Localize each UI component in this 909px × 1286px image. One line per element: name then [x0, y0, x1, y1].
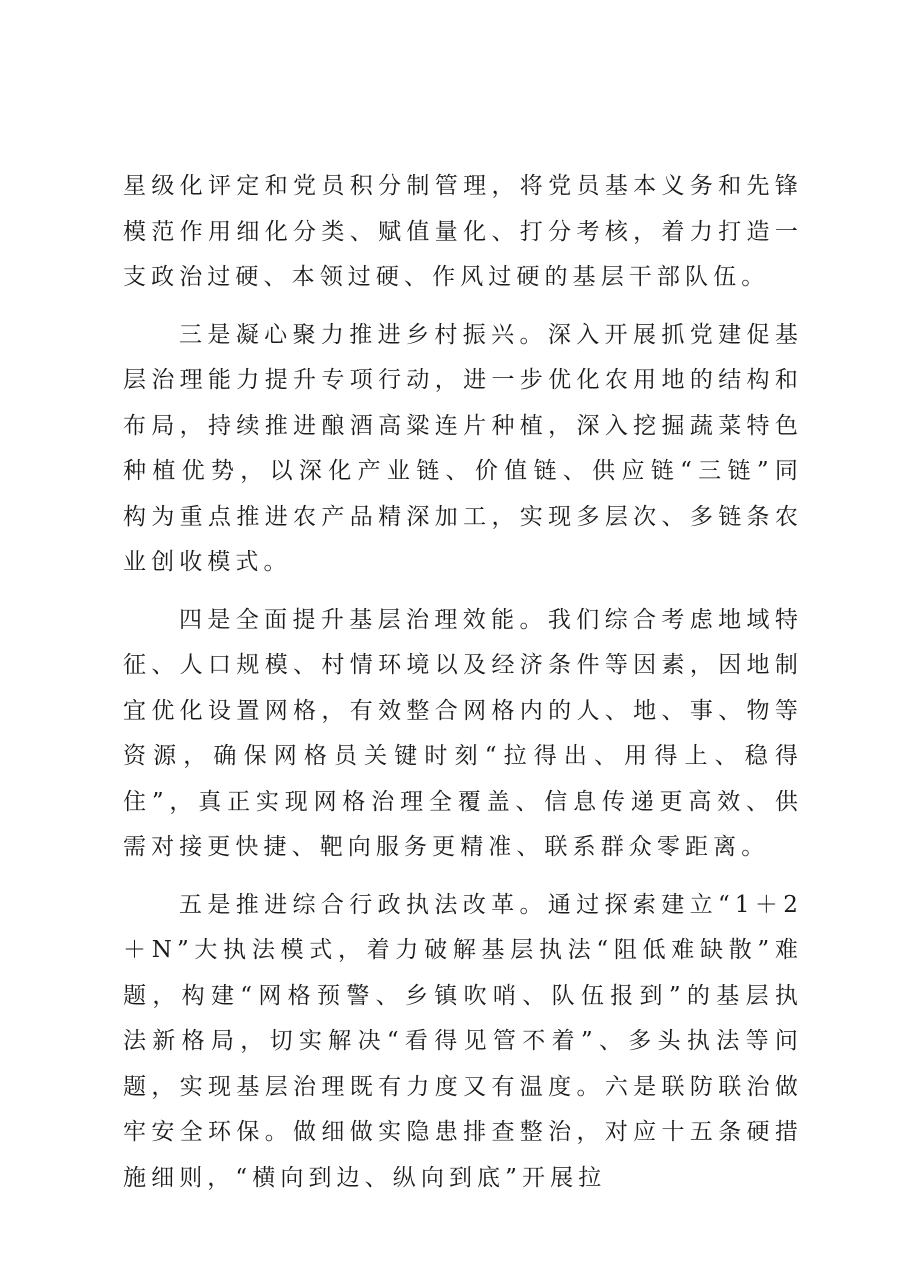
document-body [123, 164, 803, 1213]
paragraph-governance-efficiency: 四是全面提升基层治理效能。我们综合考虑地域特征、人口规模、村情环境以及经济条件等因素，因地制宜优化设置网格，有效整合网格内的人、地、事、物等资源，确保网格员关键时刻“拉得出、用得上、稳得住”，真正实现网格治理全覆盖、信息传递更高效、供需对接更快捷、靶向服务更精准、联系群众零距离。 [123, 606, 803, 860]
paragraph-continued: 星级化评定和党员积分制管理，将党员基本义务和先锋模范作用细化分类、赋值量化、打分考核，着力打造一支政治过硬、本领过硬、作风过硬的基层干部队伍。 [123, 173, 803, 290]
paragraph-rural-revitalization: 三是凝心聚力推进乡村振兴。深入开展抓党建促基层治理能力提升专项行动，进一步优化农用地的结构和布局，持续推进酿酒高粱连片种植，深入挖掘蔬菜特色种植优势，以深化产业链、价值链、供应链“三链”同构为重点推进农产品精深加工，实现多层次、多链条农业创收模式。 [123, 321, 803, 575]
paragraph-law-enforcement-reform: 五是推进综合行政执法改革。通过探索建立“1＋2＋N”大执法模式，着力破解基层执法“阻低难缺散”难题，构建“网格预警、乡镇吹哨、队伍报到”的基层执法新格局，切实解决“看得见管不着”、多头执法等问题，实现基层治理既有力度又有温度。六是联防联治做牢安全环保。做细做实隐患排查整治，对应十五条硬措施细则，“横向到边、纵向到底”开展拉 [123, 891, 803, 1191]
